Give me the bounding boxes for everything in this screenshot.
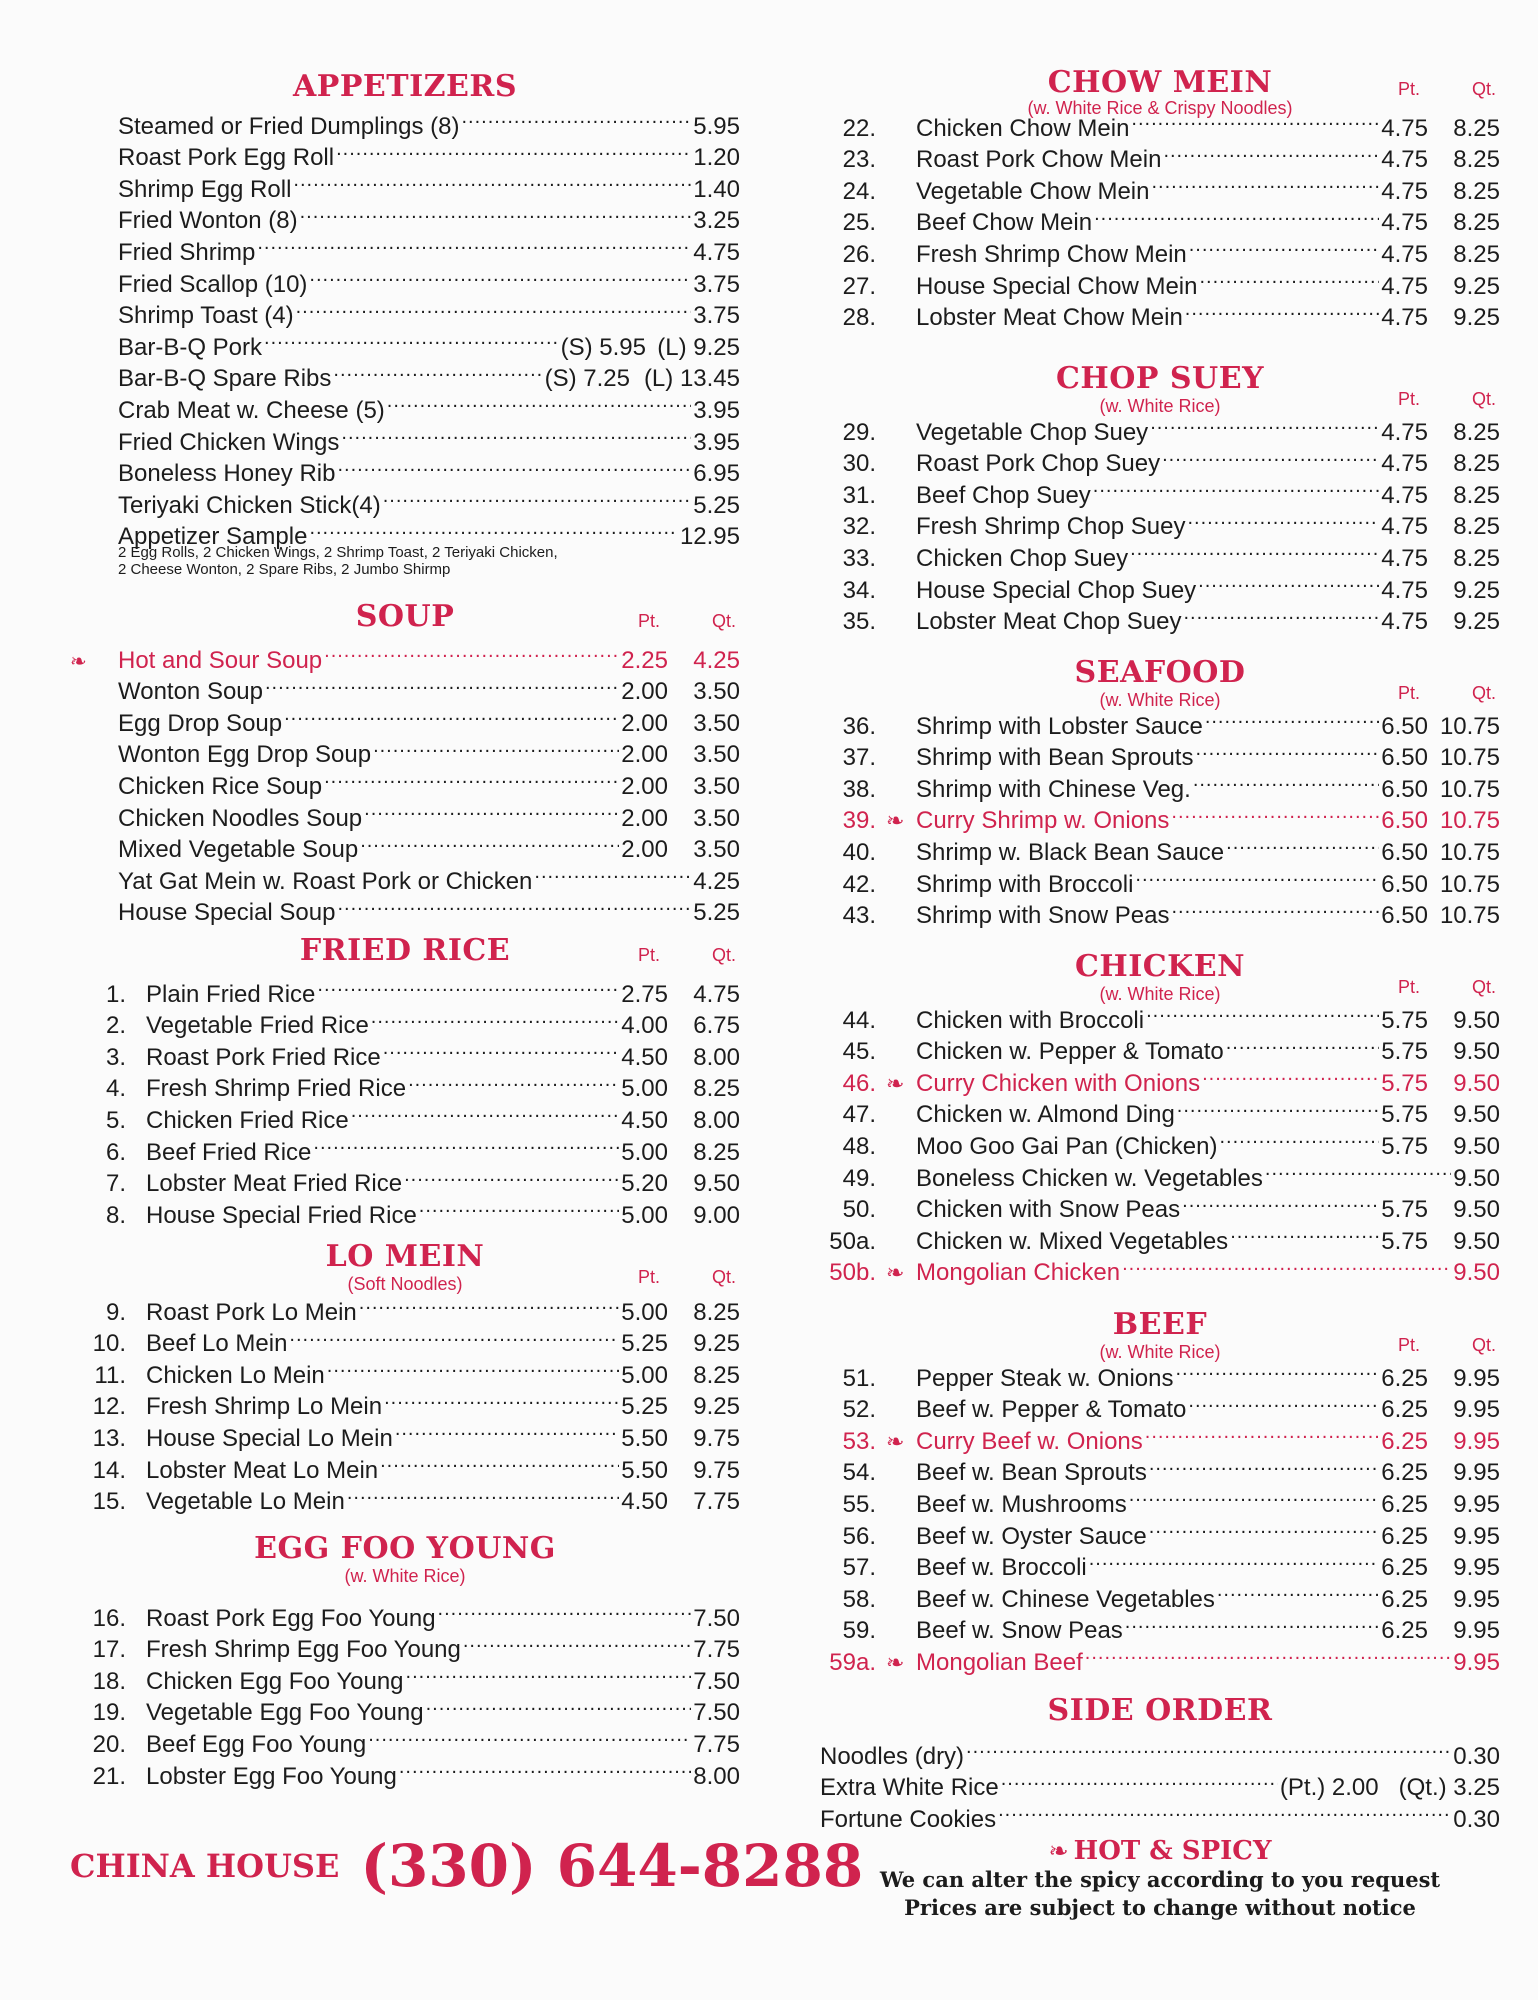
beef-subtitle: (w. White Rice) [1099, 1342, 1221, 1362]
chicken-title: CHICKEN [1075, 949, 1245, 984]
menu-item[interactable]: Crab Meat w. Cheese (5) ..... 3.95 [70, 386, 740, 418]
menu-item[interactable]: 51. Pepper Steak w. Onions ..... 6.25 9.95 [820, 1354, 1500, 1386]
menu-item[interactable]: Fortune Cookies ..... 0.30 [820, 1795, 1500, 1827]
menu-item[interactable]: 27. House Special Chow Mein ..... 4.75 9.25 [820, 262, 1500, 294]
menu-item[interactable]: Fried Shrimp ..... 4.75 [70, 228, 740, 260]
menu-item[interactable]: Wonton Soup ..... 2.00 3.50 [70, 668, 740, 700]
menu-item[interactable]: 19. Vegetable Egg Foo Young ..... 7.50 [70, 1689, 740, 1721]
menu-item[interactable]: 13. House Special Lo Mein ..... 5.50 9.75 [70, 1414, 740, 1446]
spicy-note: We can alter the spicy according to you request [879, 1867, 1441, 1892]
menu-item[interactable]: 44. Chicken with Broccoli ..... 5.75 9.50 [820, 996, 1500, 1028]
menu-item-spicy[interactable]: ❧ Hot and Sour Soup ..... 2.25 4.25 [70, 636, 740, 668]
lo-mein-list [70, 1288, 740, 1516]
menu-item[interactable]: 58. Beef w. Chinese Vegetables ..... 6.25 9.95 [820, 1575, 1500, 1607]
soup-header [70, 598, 740, 636]
menu-item[interactable]: 23. Roast Pork Chow Mein ..... 4.75 8.25 [820, 136, 1500, 168]
menu-item[interactable]: 22. Chicken Chow Mein ..... 4.75 8.25 [820, 104, 1500, 136]
menu-item[interactable]: 28. Lobster Meat Chow Mein ..... 4.75 9.25 [820, 294, 1500, 326]
menu-item[interactable]: 54. Beef w. Bean Sprouts ..... 6.25 9.95 [820, 1449, 1500, 1481]
lo-mein-section [70, 1238, 740, 1516]
menu-item[interactable]: 5. Chicken Fried Rice ..... 4.50 8.00 [70, 1096, 740, 1128]
sample-note-line-1: 2 Egg Rolls, 2 Chicken Wings, 2 Shrimp Toast, 2 Teriyaki Chicken, [118, 544, 558, 562]
menu-item[interactable]: 42. Shrimp with Broccoli ..... 6.50 10.75 [820, 860, 1500, 892]
price-note: Prices are subject to change without notice [904, 1895, 1416, 1920]
appetizers-list [70, 102, 740, 578]
menu-item[interactable]: Shrimp Toast (4) ..... 3.75 [70, 292, 740, 324]
menu-item[interactable]: 40. Shrimp w. Black Bean Sauce ..... 6.50 10.75 [820, 828, 1500, 860]
menu-item[interactable]: 38. Shrimp with Chinese Veg. ..... 6.50 10.75 [820, 765, 1500, 797]
qt-label: Qt. [712, 1267, 737, 1287]
menu-item[interactable]: 50. Chicken with Snow Peas ..... 5.75 9.50 [820, 1186, 1500, 1218]
fried-rice-section [70, 932, 740, 1229]
menu-item[interactable]: Bar-B-Q Pork ..... (S) 5.95 (L) 9.25 [70, 323, 740, 355]
menu-item[interactable]: Teriyaki Chicken Stick(4) ..... 5.25 [70, 481, 740, 513]
menu-item[interactable]: 43. Shrimp with Snow Peas ..... 6.50 10.75 [820, 892, 1500, 924]
pt-label: Pt. [1398, 79, 1421, 99]
menu-item[interactable]: 14. Lobster Meat Lo Mein ..... 5.50 9.75 [70, 1446, 740, 1478]
pt-label: Pt. [638, 611, 661, 631]
menu-item[interactable]: 3. Roast Pork Fried Rice ..... 4.50 8.00 [70, 1033, 740, 1065]
menu-item[interactable]: 30. Roast Pork Chop Suey ..... 4.75 8.25 [820, 440, 1500, 472]
side-order-list [820, 1732, 1500, 1833]
menu-item[interactable]: 17. Fresh Shrimp Egg Foo Young ..... 7.75 [70, 1626, 740, 1658]
appetizers-section [70, 68, 740, 578]
chicken-subtitle: (w. White Rice) [1099, 984, 1221, 1004]
menu-item[interactable]: Appetizer Sample ..... 12.95 [70, 513, 740, 545]
menu-item[interactable]: 45. Chicken w. Pepper & Tomato ..... 5.75 9.50 [820, 1028, 1500, 1060]
sample-note-line-2: 2 Cheese Wonton, 2 Spare Ribs, 2 Jumbo Shirmp [118, 561, 451, 579]
menu-item[interactable]: 55. Beef w. Mushrooms ..... 6.25 9.95 [820, 1480, 1500, 1512]
menu-item[interactable]: 37. Shrimp with Bean Sprouts ..... 6.50 10.75 [820, 734, 1500, 766]
restaurant-contact [70, 1832, 864, 1900]
menu-item[interactable]: 10. Beef Lo Mein ..... 5.25 9.25 [70, 1320, 740, 1352]
menu-item[interactable]: Steamed or Fried Dumplings (8) ..... 5.95 [70, 102, 740, 134]
pt-label: Pt. [1398, 683, 1421, 703]
menu-item[interactable]: 15. Vegetable Lo Mein ..... 4.50 7.75 [70, 1478, 740, 1510]
menu-item[interactable]: Yat Gat Mein w. Roast Pork or Chicken ..... 4.25 [70, 857, 740, 889]
pepper-icon: ❧ [886, 1428, 905, 1454]
chow-mein-title: CHOW MEIN [1047, 65, 1273, 100]
seafood-section [820, 654, 1500, 930]
menu-item[interactable]: Wonton Egg Drop Soup ..... 2.00 3.50 [70, 731, 740, 763]
menu-item[interactable]: 2. Vegetable Fried Rice ..... 4.00 6.75 [70, 1002, 740, 1034]
menu-item[interactable]: Noodles (dry) ..... 0.30 [820, 1732, 1500, 1764]
phone-number[interactable]: (330) 644-8288 [360, 1832, 864, 1900]
side-order-header [820, 1692, 1500, 1730]
seafood-header [820, 654, 1500, 708]
pepper-icon: ❧ [886, 1070, 905, 1096]
appetizers-title: APPETIZERS [293, 69, 517, 104]
qt-label: Qt. [1472, 389, 1497, 409]
spicy-legend [820, 1836, 1500, 1922]
menu-item[interactable]: 57. Beef w. Broccoli ..... 6.25 9.95 [820, 1544, 1500, 1576]
chicken-section [820, 948, 1500, 1287]
beef-header [820, 1306, 1500, 1360]
chow-mein-subtitle: (w. White Rice & Crispy Noodles) [1027, 98, 1293, 118]
menu-item[interactable]: Egg Drop Soup ..... 2.00 3.50 [70, 699, 740, 731]
soup-title: SOUP [355, 599, 455, 634]
pt-label: Pt. [1398, 977, 1421, 997]
menu-item[interactable]: 31. Beef Chop Suey ..... 4.75 8.25 [820, 471, 1500, 503]
menu-item[interactable]: 11. Chicken Lo Mein ..... 5.00 8.25 [70, 1351, 740, 1383]
menu-item-spicy[interactable]: 59a. ❧ Mongolian Beef ..... 9.95 [820, 1638, 1500, 1670]
lo-mein-title: LO MEIN [325, 1239, 485, 1274]
egg-foo-young-header [70, 1530, 740, 1584]
pt-label: Pt. [1398, 1335, 1421, 1355]
menu-item[interactable]: 12. Fresh Shrimp Lo Mein ..... 5.25 9.25 [70, 1383, 740, 1415]
qt-label: Qt. [1472, 79, 1497, 99]
menu-item[interactable]: 8. House Special Fried Rice ..... 5.00 9.00 [70, 1191, 740, 1223]
menu-item[interactable]: 24. Vegetable Chow Mein ..... 4.75 8.25 [820, 167, 1500, 199]
seafood-title: SEAFOOD [1074, 655, 1246, 690]
lo-mein-subtitle: (Soft Noodles) [347, 1274, 463, 1294]
chop-suey-list [820, 408, 1500, 636]
fried-rice-list [70, 970, 740, 1229]
menu-item[interactable]: 59. Beef w. Snow Peas ..... 6.25 9.95 [820, 1607, 1500, 1639]
pepper-icon: ❧ [886, 1649, 905, 1675]
qt-label: Qt. [1472, 1335, 1497, 1355]
chop-suey-section [820, 360, 1500, 636]
chow-mein-section [820, 64, 1500, 332]
qt-label: Qt. [1472, 683, 1497, 703]
soup-section [70, 598, 740, 927]
menu-item-spicy[interactable]: 46. ❧ Curry Chicken with Onions ..... 5.75 9.50 [820, 1059, 1500, 1091]
menu-item[interactable]: 35. Lobster Meat Chop Suey ..... 4.75 9.25 [820, 598, 1500, 630]
menu-item[interactable]: Fried Wonton (8) ..... 3.25 [70, 197, 740, 229]
pepper-icon: ❧ [886, 808, 905, 834]
menu-item[interactable]: 50a. Chicken w. Mixed Vegetables ..... 5.75 9.50 [820, 1217, 1500, 1249]
menu-item-spicy[interactable]: 50b. ❧ Mongolian Chicken ..... 9.50 [820, 1249, 1500, 1281]
menu-item[interactable]: 9. Roast Pork Lo Mein ..... 5.00 8.25 [70, 1288, 740, 1320]
qt-label: Qt. [1472, 977, 1497, 997]
egg-foo-young-subtitle: (w. White Rice) [344, 1566, 466, 1586]
egg-foo-young-list [70, 1594, 740, 1790]
chop-suey-title: CHOP SUEY [1056, 361, 1264, 396]
menu-item[interactable]: 32. Fresh Shrimp Chop Suey ..... 4.75 8.25 [820, 503, 1500, 535]
menu-item[interactable]: 7. Lobster Meat Fried Rice ..... 5.20 9.50 [70, 1160, 740, 1192]
fried-rice-title: FRIED RICE [299, 933, 511, 968]
menu-item-spicy[interactable]: 53. ❧ Curry Beef w. Onions ..... 6.25 9.95 [820, 1417, 1500, 1449]
menu-item[interactable]: 56. Beef w. Oyster Sauce ..... 6.25 9.95 [820, 1512, 1500, 1544]
menu-item-spicy[interactable]: 39. ❧ Curry Shrimp w. Onions ..... 6.50 10.75 [820, 797, 1500, 829]
pepper-icon: ❧ [886, 1260, 905, 1286]
soup-list [70, 636, 740, 927]
chop-suey-header [820, 360, 1500, 414]
menu-item[interactable]: 4. Fresh Shrimp Fried Rice ..... 5.00 8.25 [70, 1065, 740, 1097]
menu-item[interactable]: Chicken Rice Soup ..... 2.00 3.50 [70, 762, 740, 794]
menu-item[interactable]: Fried Chicken Wings ..... 3.95 [70, 418, 740, 450]
menu-item[interactable]: Boneless Honey Rib ..... 6.95 [70, 450, 740, 482]
menu-item[interactable]: 25. Beef Chow Mein ..... 4.75 8.25 [820, 199, 1500, 231]
beef-list [820, 1354, 1500, 1676]
pepper-icon: ❧ [1048, 1837, 1069, 1865]
pt-label: Pt. [1398, 389, 1421, 409]
menu-item[interactable]: 33. Chicken Chop Suey ..... 4.75 8.25 [820, 534, 1500, 566]
menu-item[interactable]: Mixed Vegetable Soup ..... 2.00 3.50 [70, 826, 740, 858]
menu-item[interactable]: 16. Roast Pork Egg Foo Young ..... 7.50 [70, 1594, 740, 1626]
side-order-title: SIDE ORDER [1047, 1693, 1273, 1728]
menu-item[interactable]: 52. Beef w. Pepper & Tomato ..... 6.25 9.95 [820, 1386, 1500, 1418]
menu-item[interactable]: 20. Beef Egg Foo Young ..... 7.75 [70, 1720, 740, 1752]
menu-item[interactable]: 49. Boneless Chicken w. Vegetables ..... 9.50 [820, 1154, 1500, 1186]
seafood-list [820, 702, 1500, 930]
qt-label: Qt. [712, 945, 737, 965]
beef-title: BEEF [1112, 1307, 1208, 1342]
menu-item[interactable]: 21. Lobster Egg Foo Young ..... 8.00 [70, 1752, 740, 1784]
side-order-section [820, 1692, 1500, 1833]
menu-item[interactable]: 29. Vegetable Chop Suey ..... 4.75 8.25 [820, 408, 1500, 440]
chicken-list [820, 996, 1500, 1287]
chop-suey-subtitle: (w. White Rice) [1099, 396, 1221, 416]
restaurant-name: CHINA HOUSE [70, 1847, 340, 1885]
menu-item[interactable]: 47. Chicken w. Almond Ding ..... 5.75 9.50 [820, 1091, 1500, 1123]
menu-item[interactable]: House Special Soup ..... 5.25 [70, 889, 740, 921]
appetizers-header [70, 68, 740, 106]
egg-foo-young-section [70, 1530, 740, 1790]
menu-item[interactable]: 18. Chicken Egg Foo Young ..... 7.50 [70, 1657, 740, 1689]
menu-item[interactable]: Roast Pork Egg Roll ..... 1.20 [70, 134, 740, 166]
menu-item[interactable]: 1. Plain Fried Rice ..... 2.75 4.75 [70, 970, 740, 1002]
beef-section [820, 1306, 1500, 1676]
pt-label: Pt. [638, 945, 661, 965]
menu-item[interactable]: Shrimp Egg Roll ..... 1.40 [70, 165, 740, 197]
menu-item[interactable]: 6. Beef Fried Rice ..... 5.00 8.25 [70, 1128, 740, 1160]
menu-item[interactable]: 36. Shrimp with Lobster Sauce ..... 6.50 10.75 [820, 702, 1500, 734]
menu-item[interactable]: Fried Scallop (10) ..... 3.75 [70, 260, 740, 292]
menu-item[interactable]: 34. House Special Chop Suey ..... 4.75 9.25 [820, 566, 1500, 598]
menu-item[interactable]: Extra White Rice ..... (Pt.) 2.00 (Qt.) 3.25 [820, 1764, 1500, 1796]
menu-item[interactable]: 26. Fresh Shrimp Chow Mein ..... 4.75 8.25 [820, 230, 1500, 262]
chicken-header [820, 948, 1500, 1002]
chow-mein-list [820, 104, 1500, 332]
qt-label: Qt. [712, 611, 737, 631]
menu-item[interactable]: 48. Moo Goo Gai Pan (Chicken) ..... 5.75 9.50 [820, 1122, 1500, 1154]
menu-item[interactable]: Bar-B-Q Spare Ribs ..... (S) 7.25 (L) 13.45 [70, 355, 740, 387]
pt-label: Pt. [638, 1267, 661, 1287]
egg-foo-young-title: EGG FOO YOUNG [254, 1531, 556, 1566]
lo-mein-header [70, 1238, 740, 1292]
fried-rice-header [70, 932, 740, 970]
seafood-subtitle: (w. White Rice) [1099, 690, 1221, 710]
hot-spicy-label: HOT & SPICY [1073, 1836, 1272, 1866]
menu-item[interactable]: Chicken Noodles Soup ..... 2.00 3.50 [70, 794, 740, 826]
pepper-icon: ❧ [70, 650, 87, 673]
